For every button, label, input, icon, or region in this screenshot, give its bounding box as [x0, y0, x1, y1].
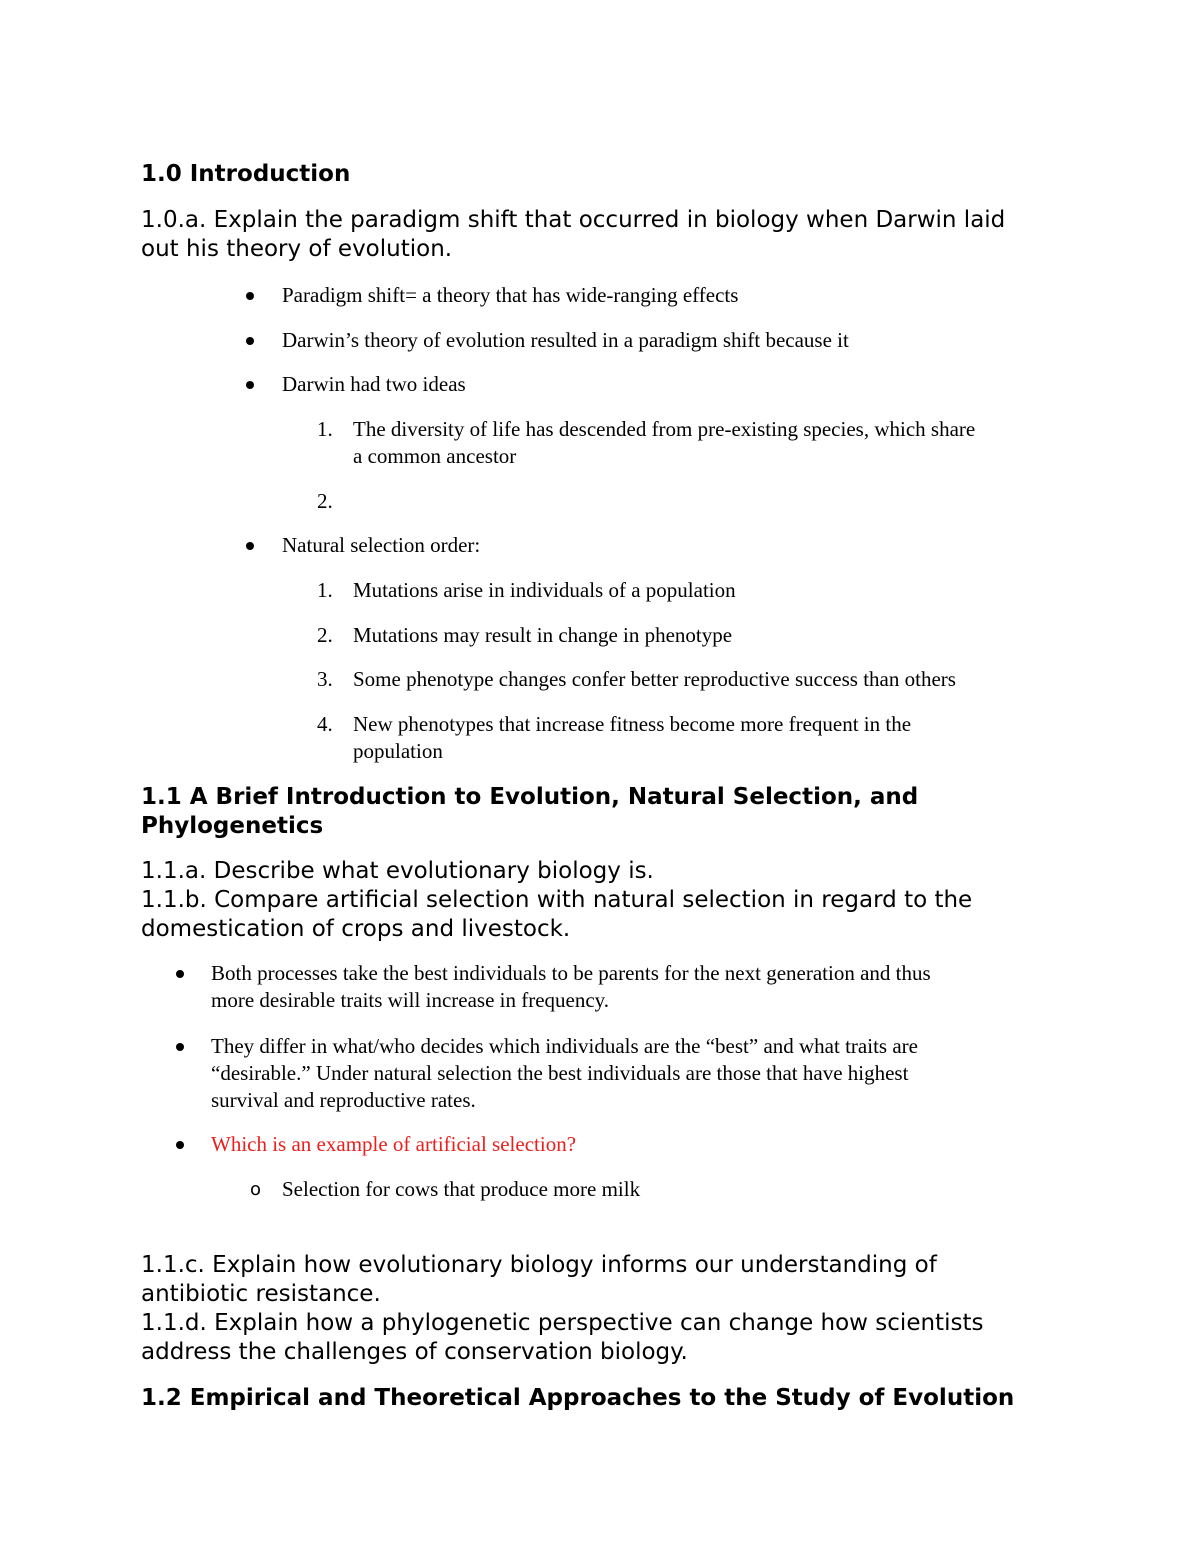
bullet-dot-icon [246, 542, 254, 550]
bullet-dot-icon [176, 1043, 184, 1051]
heading-1-1-line1: 1.1 A Brief Introduction to Evolution, Natural Selection, and [141, 784, 919, 810]
heading-1-2: 1.2 Empirical and Theoretical Approaches to the Study of Evolution [141, 1385, 1015, 1411]
bullet-dot-icon [246, 337, 254, 345]
objective-1-1-d-line1: 1.1.d. Explain how a phylogenetic perspective can change how scientists [141, 1310, 984, 1336]
objective-1-1-b-line2: domestication of crops and livestock. [141, 916, 571, 942]
hollow-bullet-icon: o [250, 1179, 262, 1200]
objective-1-1-c-line1: 1.1.c. Explain how evolutionary biology informs our understanding of [141, 1252, 937, 1278]
objective-1-1-b-line1: 1.1.b. Compare artificial selection with natural selection in regard to the [141, 887, 973, 913]
objective-1-0-a-line2: out his theory of evolution. [141, 236, 453, 262]
objective-1-0-a-line1: 1.0.a. Explain the paradigm shift that occurred in biology when Darwin laid [141, 207, 1006, 233]
bullet-dot-icon [176, 1141, 184, 1149]
bullet-dot-icon [176, 970, 184, 978]
objective-1-1-c-line2: antibiotic resistance. [141, 1281, 381, 1307]
heading-1-1-line2: Phylogenetics [141, 813, 324, 839]
document-page: 1.0 Introduction 1.0.a. Explain the paradigm shift that occurred in biology when Darwin laid out his theory of evolution. Paradigm shift= a theory that has wide-ranging effects Darwin’s theory of evolution resulted in a paradigm shift because it Darwin had two ideas 1. The diversity of life has descended from pre-existing species, which share a common ancestor 2. Natural selection order: 1. Mutations arise in individuals of a population 2. Mutations may result in change in phenotype 3. Some phenotype changes confer better reproductive success than others 4. New phenotypes that increase fitness become more frequent in the population 1.1 A Brief Introduction to Evolution, Natural Selection, and Phylogenetics 1.1.a. Describe what evolutionary biology is. 1.1.b. Compare artificial selection with natural selection in regard to the domestication of crops and livestock. Both processes take the best individuals to be parents for the next generation and thus more desirable traits will increase in frequency. They differ in what/who decides which individuals are the “best” and what traits are “desirable.” Under natural selection the best individuals are those that have highest survival and reproductive rates. Which is an example of artificial selection? o Selection for cows that produce more milk 1.1.c. Explain how evolutionary biology informs our understanding of antibiotic resistance. 1.1.d. Explain how a phylogenetic perspective can change how scientists address the challenges of conservation biology. 1.2 Empirical and Theoretical Approaches to the Study of Evolution [0, 0, 1200, 1553]
bullet-dot-icon [246, 292, 254, 300]
objective-1-1-d-line2: address the challenges of conservation biology. [141, 1339, 688, 1365]
objective-1-1-a: 1.1.a. Describe what evolutionary biology is. [141, 858, 654, 884]
bullet-dot-icon [246, 381, 254, 389]
heading-1-0: 1.0 Introduction [141, 161, 351, 187]
